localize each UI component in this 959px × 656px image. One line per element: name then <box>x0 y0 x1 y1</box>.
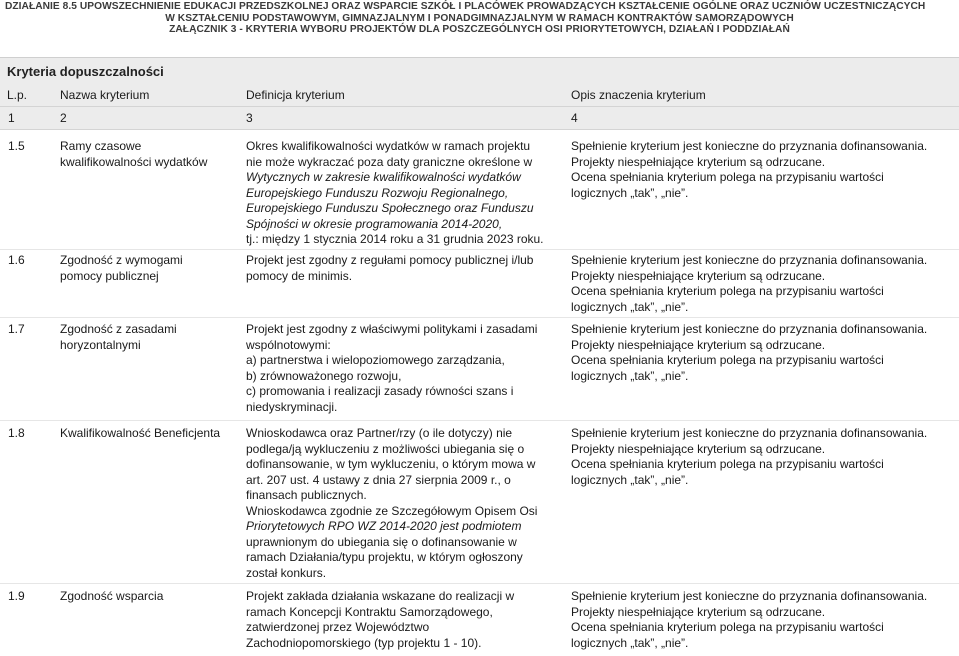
row-1-5-name: Ramy czasowe kwalifikowalności wydatków <box>60 139 208 169</box>
row-1-6-lp: 1.6 <box>8 253 25 267</box>
column-number-1: 1 <box>8 111 15 125</box>
section-title-bar <box>0 57 959 86</box>
header-line-1: DZIAŁANIE 8.5 UPOWSZECHNIENIE EDUKACJI PRZEDSZKOLNEJ ORAZ WSPARCIE SZKÓŁ I PLACÓWEK PROWADZĄCYCH KSZTAŁCENIE OGÓLNE ORAZ UCZNIÓW UCZESTNICZĄCYCH <box>5 1 926 12</box>
column-number-4: 4 <box>571 111 578 125</box>
row-1-8-name: Kwalifikowalność Beneficjenta <box>60 426 221 440</box>
row-divider <box>0 317 959 318</box>
row-1-6-definition: Projekt jest zgodny z regułami pomocy publicznej i/lub pomocy de minimis. <box>246 253 534 283</box>
row-1-8-lp: 1.8 <box>8 426 25 440</box>
row-1-6-name: Zgodność z wymogami pomocy publicznej <box>60 253 183 283</box>
header-line-3: ZAŁĄCZNIK 3 - KRYTERIA WYBORU PROJEKTÓW DLA POSZCZEGÓLNYCH OSI PRIORYTETOWYCH, DZIAŁAŃ I PODDZIAŁAŃ <box>169 24 790 35</box>
row-1-8-meaning: Spełnienie kryterium jest konieczne do przyznania dofinansowania. Projekty niespełniające kryterium są odrzucane. Ocena spełniania kryterium polega na przypisaniu wartości logicznych „tak”, „nie”. <box>571 426 928 487</box>
row-1-9-lp: 1.9 <box>8 589 25 603</box>
section-title: Kryteria dopuszczalności <box>7 64 164 79</box>
row-1-7-definition: Projekt jest zgodny z właściwymi politykami i zasadami wspólnotowymi: a) partnerstwa i wielopoziomowego zarządzania, b) zrównoważonego rozwoju, c) promowania i realizacji zasady równości szans i niedyskryminacji. <box>246 322 538 414</box>
document-header <box>0 0 959 36</box>
row-1-7-lp: 1.7 <box>8 322 25 336</box>
column-header-definition: Definicja kryterium <box>246 88 345 102</box>
row-divider <box>0 249 959 250</box>
row-1-7-meaning: Spełnienie kryterium jest konieczne do przyznania dofinansowania. Projekty niespełniające kryterium są odrzucane. Ocena spełniania kryterium polega na przypisaniu wartości logicznych „tak”, „nie”. <box>571 322 928 383</box>
column-number-row <box>0 107 959 130</box>
column-header-meaning: Opis znaczenia kryterium <box>571 88 706 102</box>
row-1-9-definition: Projekt zakłada działania wskazane do realizacji w ramach Koncepcji Kontraktu Samorządowego, zatwierdzonej przez Województwo Zachodniopomorskiego (typ projektu 1 - 10). <box>246 589 515 650</box>
row-divider <box>0 583 959 584</box>
column-header-row <box>0 84 959 107</box>
row-1-5-lp: 1.5 <box>8 139 25 153</box>
header-line-2: W KSZTAŁCENIU PODSTAWOWYM, GIMNAZJALNYM I PONADGIMNAZJALNYM W RAMACH KONTRAKTÓW SAMORZĄDOWYCH <box>165 12 794 24</box>
column-header-lp: L.p. <box>7 88 28 102</box>
row-1-5-definition: Okres kwalifikowalności wydatków w ramach projektu nie może wykraczać poza daty graniczne określone w Wytycznych w zakresie kwalifikowalności wydatków Europejskiego Funduszu Rozwoju Regionalnego, Europejskiego Funduszu Społecznego oraz Funduszu Spójności w okresie programowania 2014-2020, tj.: między 1 stycznia 2014 roku a 31 grudnia 2023 roku. <box>246 139 544 246</box>
row-1-9-name: Zgodność wsparcia <box>60 589 164 603</box>
row-1-6-meaning: Spełnienie kryterium jest konieczne do przyznania dofinansowania. Projekty niespełniające kryterium są odrzucane. Ocena spełniania kryterium polega na przypisaniu wartości logicznych „tak”, „nie”. <box>571 253 928 314</box>
row-1-8-definition: Wnioskodawca oraz Partner/rzy (o ile dotyczy) nie podlega/ją wykluczeniu z możliwości ubiegania się o dofinansowanie, w tym wykluczeniu, o którym mowa w art. 207 ust. 4 ustawy z dnia 27 sierpnia 2009 r., o finansach publicznych. Wnioskodawca zgodnie ze Szczegółowym Opisem Osi Priorytetowych RPO WZ 2014-2020 jest podmiotem uprawnionym do ubiegania się o dofinansowanie w ramach Działania/typu projektu, w którym ogłoszony został konkurs. <box>246 426 538 580</box>
row-1-5-meaning: Spełnienie kryterium jest konieczne do przyznania dofinansowania. Projekty niespełniające kryterium są odrzucane. Ocena spełniania kryterium polega na przypisaniu wartości logicznych „tak”, „nie”. <box>571 139 928 200</box>
row-1-7-name: Zgodność z zasadami horyzontalnymi <box>60 322 177 352</box>
column-number-3: 3 <box>246 111 253 125</box>
row-1-9-meaning: Spełnienie kryterium jest konieczne do przyznania dofinansowania. Projekty niespełniające kryterium są odrzucane. Ocena spełniania kryterium polega na przypisaniu wartości logicznych „tak”, „nie”. <box>571 589 928 650</box>
row-divider <box>0 420 959 421</box>
column-number-2: 2 <box>60 111 67 125</box>
column-header-name: Nazwa kryterium <box>60 88 150 102</box>
